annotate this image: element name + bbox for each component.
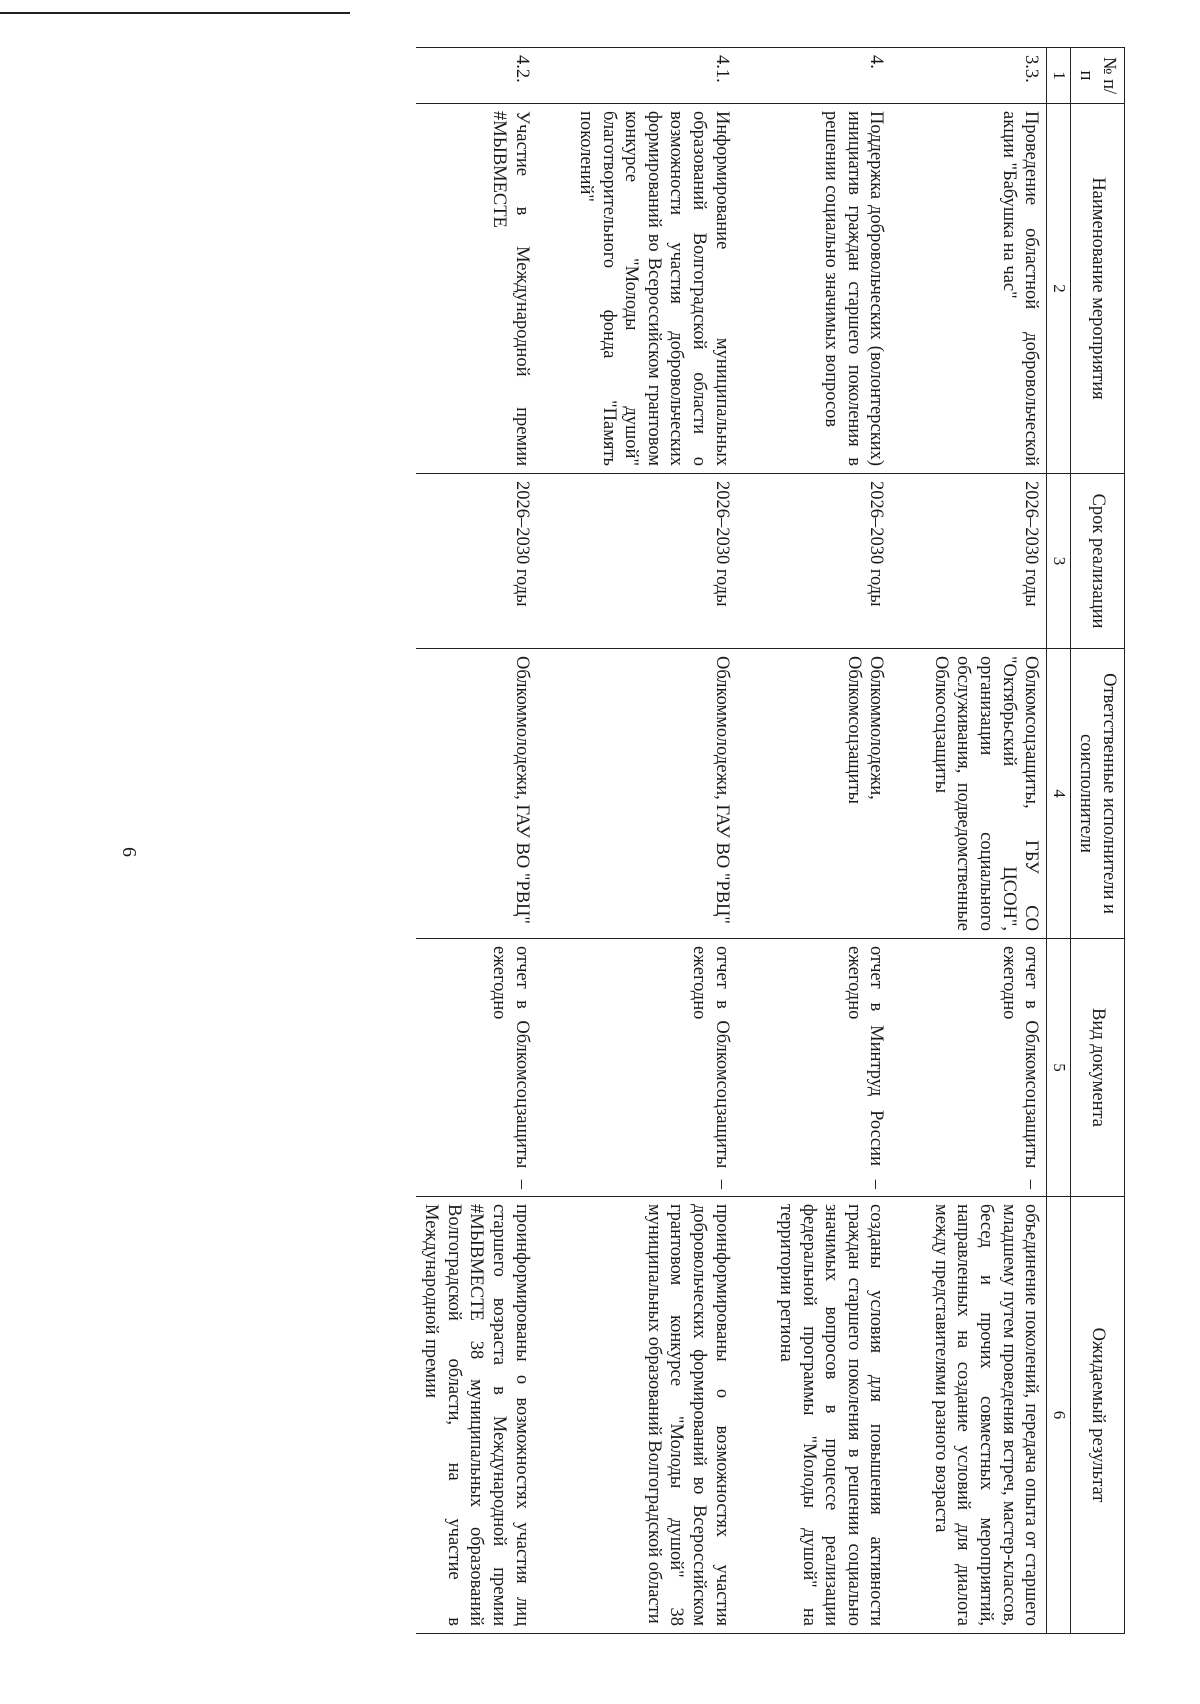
event-name: Поддержка добровольческих (волонтерских) инициатив граждан старшего поколения в решении социально значимых вопросов	[771, 104, 892, 474]
row-spacer	[891, 48, 925, 1634]
table-row	[771, 48, 892, 1634]
document-type: отчет в Минтруд России – ежегодно	[771, 939, 892, 1197]
table-row	[416, 48, 537, 1634]
header-number: № п/п	[1070, 48, 1124, 104]
row-number: 3.3.	[925, 48, 1046, 104]
expected-result: созданы условия для повышения активности граждан старшего поколения в решении социально значимых вопросов в процессе реализации федеральной программы "Молоды душой" на территории региона	[771, 1197, 892, 1634]
column-number: 6	[1047, 1197, 1071, 1634]
page-number: 6	[118, 847, 140, 857]
row-number: 4.2.	[416, 48, 537, 104]
expected-result: объединение поколений, передача опыта от старшего младшему путем проведения встреч, мастер-классов, бесед и прочих совместных мероприятий, направленных на создание условий для диалога между представителями разного возраста	[925, 1197, 1046, 1634]
column-number: 1	[1047, 48, 1071, 104]
implementation-term: 2026–2030 годы	[571, 474, 737, 649]
implementation-term: 2026–2030 годы	[416, 474, 537, 649]
header-executors: Ответственные исполнители и соисполнители	[1070, 649, 1124, 939]
expected-result: проинформированы о возможностях участия лиц старшего возраста в Международной премии #МЫВМЕСТЕ 38 муниципальных образований Волгоградской области, на участие в Международной премии	[416, 1197, 537, 1634]
column-number: 5	[1047, 939, 1071, 1197]
executors: Облкомсоцзащиты, ГБУ СО "Октябрьский ЦСОН", организации социального обслуживания, подведомственные Облкосоцзащиты	[925, 649, 1046, 939]
table-header-row	[1070, 48, 1124, 1634]
table-row	[571, 48, 737, 1634]
row-spacer	[737, 48, 771, 1634]
executors: Облкоммолодежи, ГАУ ВО "РВЦ"	[416, 649, 537, 939]
row-spacer	[537, 48, 571, 1634]
row-number: 4.1.	[571, 48, 737, 104]
header-term: Срок реализации	[1070, 474, 1124, 649]
expected-result: проинформированы о возможностях участия добровольческих формирований во Всероссийском грантовом конкурсе "Молоды душой" 38 муниципальных образований Волгоградской области	[571, 1197, 737, 1634]
document-type: отчет в Облкомсоцзащиты – ежегодно	[925, 939, 1046, 1197]
event-name: Участие в Международной премии #МЫВМЕСТЕ	[416, 104, 537, 474]
event-name: Проведение областной добровольческой акции "Бабушка на час"	[925, 104, 1046, 474]
column-number: 3	[1047, 474, 1071, 649]
row-number: 4.	[771, 48, 892, 104]
column-number: 2	[1047, 104, 1071, 474]
header-document-type: Вид документа	[1070, 939, 1124, 1197]
executors: Облкоммолодежи, ГАУ ВО "РВЦ"	[571, 649, 737, 939]
table-row	[925, 48, 1046, 1634]
action-plan-table	[416, 47, 1125, 1634]
implementation-term: 2026–2030 годы	[771, 474, 892, 649]
executors: Облкоммолодежи, Облкомсоцзащиты	[771, 649, 892, 939]
document-type: отчет в Облкомсоцзащиты – ежегодно	[416, 939, 537, 1197]
event-name: Информирование муниципальных образований Волгоградской области о возможности участия добровольческих формирований во Всероссийском грантовом конкурсе "Молоды душой" благотворительного фонда "Память поколений"	[571, 104, 737, 474]
header-expected-result: Ожидаемый результат	[1070, 1197, 1124, 1634]
implementation-term: 2026–2030 годы	[925, 474, 1046, 649]
column-number-row	[1047, 48, 1071, 1634]
column-number: 4	[1047, 649, 1071, 939]
document-type: отчет в Облкомсоцзащиты – ежегодно	[571, 939, 737, 1197]
header-event-name: Наименование мероприятия	[1070, 104, 1124, 474]
